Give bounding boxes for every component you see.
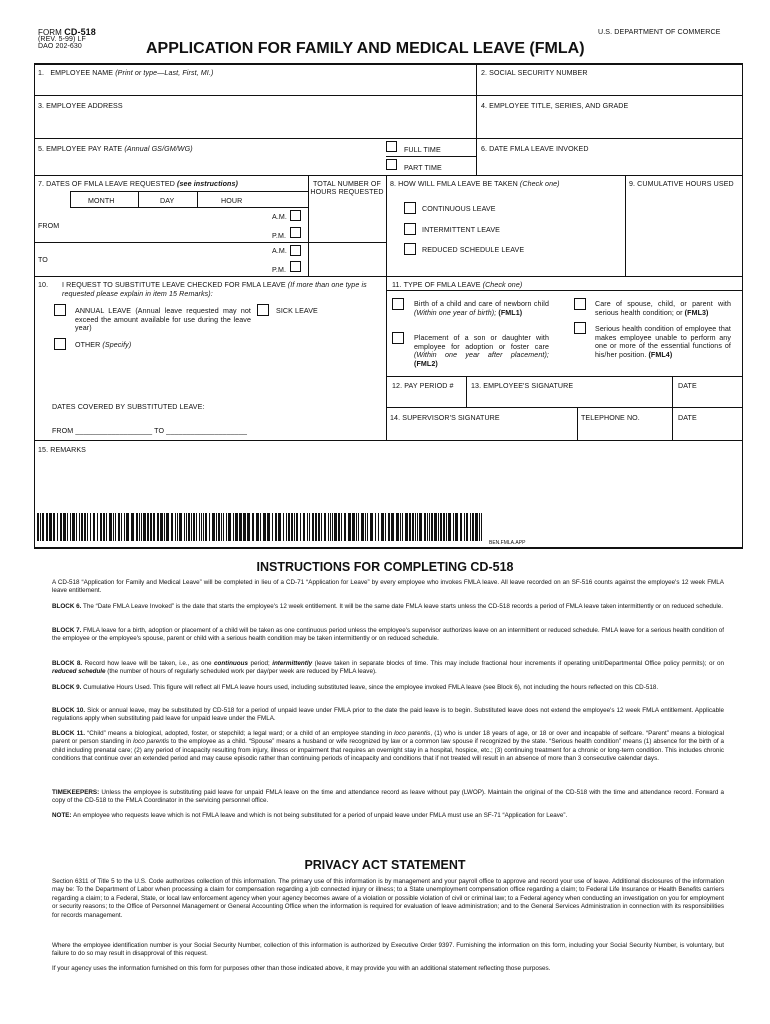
- ssn-label: 2. SOCIAL SECURITY NUMBER: [481, 69, 588, 77]
- date-invoked-field[interactable]: [478, 155, 740, 173]
- annual-leave-checkbox[interactable]: [54, 304, 66, 316]
- telephone-field[interactable]: [579, 423, 670, 438]
- intermittent-leave-checkbox[interactable]: [404, 223, 416, 235]
- block11-label: 11. TYPE OF FMLA LEAVE (Check one): [392, 281, 523, 289]
- to-pm-label: P.M.: [272, 266, 287, 274]
- employee-address-field[interactable]: [36, 112, 474, 136]
- from-pm-label: P.M.: [272, 232, 287, 240]
- day-header: DAY: [160, 197, 175, 205]
- supervisor-date-label: DATE: [678, 414, 697, 422]
- continuous-leave-label: CONTINUOUS LEAVE: [422, 205, 496, 213]
- instructions-block10: BLOCK 10. Sick or annual leave, may be substituted by CD-518 for a period of unpaid leave under FMLA prior to the date the paid leave is to begin. Substituted leave does not extend the employee's 12 week FMLA entitlement. Applicable regulations apply when substituting paid leave for unpaid leave under the FMLA.: [52, 707, 724, 723]
- employee-name-field[interactable]: [36, 80, 474, 94]
- instructions-heading: INSTRUCTIONS FOR COMPLETING CD-518: [256, 560, 514, 574]
- continuous-leave-checkbox[interactable]: [404, 202, 416, 214]
- department-name: U.S. DEPARTMENT OF COMMERCE: [598, 28, 721, 36]
- employee-title-field[interactable]: [478, 112, 740, 136]
- form-revision: (REV. 5-99) LF: [38, 36, 86, 43]
- employee-signature-field[interactable]: [468, 391, 670, 405]
- from-am-checkbox[interactable]: [290, 210, 301, 221]
- employee-name-label: 1. EMPLOYEE NAME (Print or type—Last, First, MI.): [38, 69, 214, 77]
- block8-label: 8. HOW WILL FMLA LEAVE BE TAKEN (Check one): [390, 180, 560, 188]
- instructions-note: NOTE: An employee who requests leave which is not FMLA leave and which is not being substituted for a period of unpaid leave under FMLA must use an SF-71 “Application for Leave”.: [52, 812, 568, 819]
- intermittent-leave-label: INTERMITTENT LEAVE: [422, 226, 501, 234]
- reduced-schedule-checkbox[interactable]: [404, 243, 416, 255]
- instructions-block8: BLOCK 8. Record how leave will be taken, i.e., as one continuous period; intermittently (leave taken in separate blocks of time. This may include fractional hour increments if operating unit/Departmental Office policy permits); or on reduced schedule (the number of hours of regularly scheduled work per day/per week are reduced by FMLA leave).: [52, 660, 725, 676]
- block10-number: 10.: [38, 281, 49, 289]
- pay-period-label: 12. PAY PERIOD #: [392, 382, 454, 390]
- supervisor-date-field[interactable]: [674, 423, 740, 438]
- remarks-field[interactable]: [36, 456, 740, 512]
- other-leave-checkbox[interactable]: [54, 338, 66, 350]
- from-date-field[interactable]: [72, 210, 267, 240]
- full-time-checkbox[interactable]: [386, 141, 397, 152]
- instructions-intro: A CD-518 “Application for Family and Medical Leave” will be completed in lieu of a CD-71 “Application for Leave” by every employee who invokes FMLA leave. All leave recorded on an SF-516 counts against the employee's 12 week FMLA leave entitlement.: [52, 579, 724, 595]
- employee-signature-label: 13. EMPLOYEE'S SIGNATURE: [471, 382, 574, 390]
- telephone-label: TELEPHONE NO.: [581, 414, 640, 422]
- month-header: MONTH: [88, 197, 115, 205]
- hour-header: HOUR: [221, 197, 243, 205]
- to-label: TO: [38, 256, 48, 264]
- date-invoked-label: 6. DATE FMLA LEAVE INVOKED: [481, 145, 589, 153]
- instructions-block11: BLOCK 11. “Child” means a biological, adopted, foster, or stepchild; a legal ward; or a child of an employee standing in loco parentis, (1) who is under 18 years of age, or 18 or over and incapable of selfcare. “Parent” means a biological parent or person standing in loco parentis to the employee as a child. “Spouse” means a husband or wife recognized by law or a common law spouse if recognized by the state. “Serious health condition” means (1) absence for the birth of a child including prenatal care; (2) any period of incapacity resulting from injury, illness or impairment that requires an overnight stay in a hospital, hospice, etc.; (3) continuing treatment for a chronic or long-term condition. This includes chronic conditions that continue over an extended period and may cause episodic rather than continuing periods of incapacity and conditions that if not treated will result in an absence of more than 3 consecutive calendar days.: [52, 730, 725, 763]
- sick-leave-label: SICK LEAVE: [276, 307, 318, 315]
- total-hours-field[interactable]: [310, 210, 384, 274]
- form-number: FORM CD-518: [38, 27, 96, 37]
- from-pm-checkbox[interactable]: [290, 227, 301, 238]
- privacy-paragraph-3: If your agency uses the information furnished on this form for purposes other than those indicated above, it may provide you with an additional statement reflecting those purposes.: [52, 965, 551, 972]
- part-time-label: PART TIME: [404, 164, 442, 172]
- form-dao: DAO 202-630: [38, 43, 82, 50]
- fml3-label: Care of spouse, child, or parent with serious health condition; or (FML3): [595, 300, 731, 317]
- employee-title-label: 4. EMPLOYEE TITLE, SERIES, AND GRADE: [481, 102, 629, 110]
- to-am-label: A.M.: [272, 247, 287, 255]
- supervisor-signature-field[interactable]: [388, 423, 574, 438]
- barcode-caption: BEN.FMLA.APP: [489, 540, 526, 546]
- remarks-label: 15. REMARKS: [38, 446, 87, 454]
- privacy-heading: PRIVACY ACT STATEMENT: [304, 858, 466, 872]
- full-time-label: FULL TIME: [404, 146, 441, 154]
- part-time-checkbox[interactable]: [386, 159, 397, 170]
- reduced-schedule-label: REDUCED SCHEDULE LEAVE: [422, 246, 525, 254]
- block7-label: 7. DATES OF FMLA LEAVE REQUESTED (see instructions): [38, 180, 238, 188]
- block10-label: I REQUEST TO SUBSTITUTE LEAVE CHECKED FOR FMLA LEAVE (If more than one type is requested please explain in item 15 Remarks):: [62, 281, 367, 298]
- fml1-label: Birth of a child and care of newborn child (Within one year of birth); (FML1): [414, 300, 549, 317]
- pay-rate-label: 5. EMPLOYEE PAY RATE (Annual GS/GM/WG): [38, 145, 193, 153]
- supervisor-signature-label: 14. SUPERVISOR'S SIGNATURE: [390, 414, 500, 422]
- sick-leave-checkbox[interactable]: [257, 304, 269, 316]
- employee-address-label: 3. EMPLOYEE ADDRESS: [38, 102, 123, 110]
- dates-covered-from-to[interactable]: FROM ___________________ TO ____________________: [52, 427, 248, 435]
- cumulative-hours-label: 9. CUMULATIVE HOURS USED: [629, 180, 734, 188]
- employee-sig-date-label: DATE: [678, 382, 697, 390]
- fml4-checkbox[interactable]: [574, 322, 586, 334]
- other-leave-label: OTHER (Specify): [75, 341, 132, 349]
- privacy-paragraph-2: Where the employee identification number is your Social Security Number, collection of this information is authorized by Executive Order 9397. Furnishing the information on this form, including your Social Security Number, is voluntary, but failure to do so may result in disapproval of this request.: [52, 942, 724, 958]
- total-hours-header: TOTAL NUMBER OF HOURS REQUESTED: [310, 180, 384, 196]
- to-am-checkbox[interactable]: [290, 245, 301, 256]
- fml2-label: Placement of a son or daughter with employee for adoption or foster care (Within one year after placement); (FML2): [414, 334, 549, 368]
- pay-rate-field[interactable]: [36, 155, 376, 173]
- employee-sig-date-field[interactable]: [674, 391, 740, 405]
- fml2-checkbox[interactable]: [392, 332, 404, 344]
- annual-leave-label: ANNUAL LEAVE (Annual leave requested may not exceed the amount available for use during the leave year): [75, 307, 251, 333]
- to-date-field[interactable]: [72, 244, 267, 274]
- from-label: FROM: [38, 222, 60, 230]
- instructions-block6: BLOCK 6. The “Date FMLA Leave Invoked” is the date that starts the employee's 12 week entitlement. It will be the same date FMLA leave starts unless the CD-518 records a period of FMLA leave taken intermittently or on reduced schedule.: [52, 603, 723, 610]
- fml3-checkbox[interactable]: [574, 298, 586, 310]
- instructions-timekeepers: TIMEKEEPERS: Unless the employee is substituting paid leave for unpaid FMLA leave on the time and attendance record as leave without pay (LWOP). Maintain the original of the CD-518 with the time and attendance record. Forward a copy of the CD-518 to the FMLA Coordinator in the servicing personnel office.: [52, 789, 725, 805]
- to-pm-checkbox[interactable]: [290, 261, 301, 272]
- instructions-block7: BLOCK 7. FMLA leave for a birth, adoption or placement of a child will be taken as one continuous period unless the employee's supervisor authorizes leave on an intermittent or reduced schedule. FMLA leave for a serious health condition of the employee or the employee's spouse, parent or child with a serious health condition may be taken intermittently or on reduced schedule.: [52, 627, 725, 643]
- fml1-checkbox[interactable]: [392, 298, 404, 310]
- pay-period-field[interactable]: [388, 391, 464, 405]
- fml4-label: Serious health condition of employee that makes employee unable to perform any one or more of the essential functions of his/her position. (FML4): [595, 325, 731, 359]
- instructions-block9: BLOCK 9. Cumulative Hours Used. This figure will reflect all FMLA leave hours used, including substituted leave, since the employee invoked FMLA leave (see Block 6), not including the hours reflected on this CD-518.: [52, 684, 659, 691]
- page-title: APPLICATION FOR FAMILY AND MEDICAL LEAVE (FMLA): [146, 40, 585, 57]
- privacy-paragraph-1: Section 6311 of Title 5 to the U.S. Code authorizes collection of this information. The primary use of this information is by management and your payroll office to approve and record your use of leave. Additional disclosures of the information may be: To the Department of Labor when processing a claim for compensation regarding a job connected injury or illness; to a State unemployment compensation office regarding a claim; to Federal Life Insurance or Health Benefits carriers regarding a claim; to a Federal, State, or local law enforcement agency when your agency becomes aware of a violation or possible violation of civil or criminal law; to a Federal agency when conducting an investigation on you for employment or security reasons; to the Office of Personnel Management or General Accounting Office when the information is required for evaluation of leave administration; and to the General Services Administration in connection with its responsibilities for records management.: [52, 878, 724, 919]
- dates-covered-label: DATES COVERED BY SUBSTITUTED LEAVE:: [52, 403, 205, 411]
- barcode-image: [35, 513, 487, 543]
- cumulative-hours-field[interactable]: [627, 200, 741, 274]
- ssn-field[interactable]: [478, 80, 740, 94]
- from-am-label: A.M.: [272, 213, 287, 221]
